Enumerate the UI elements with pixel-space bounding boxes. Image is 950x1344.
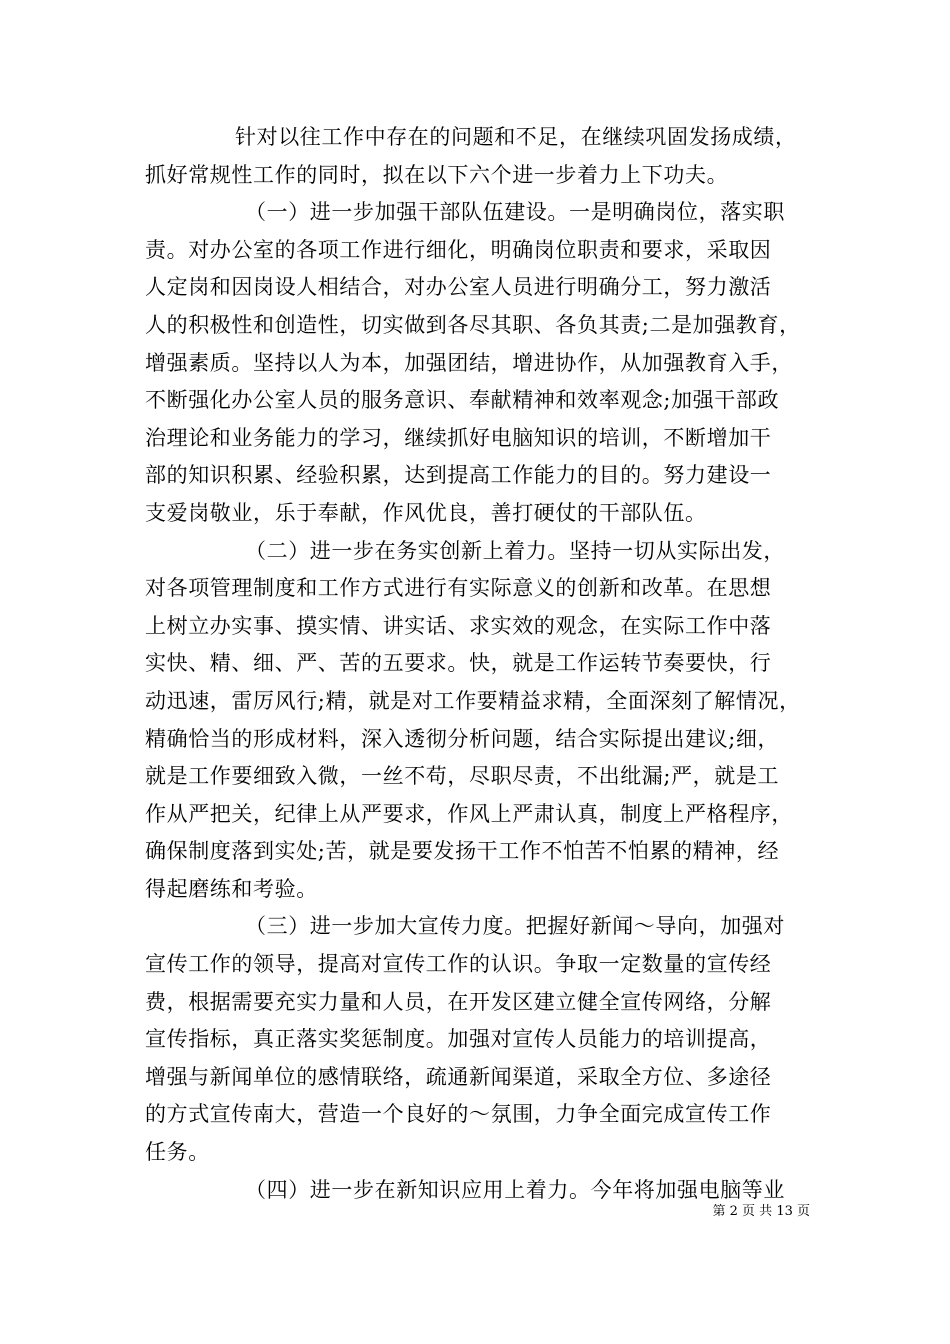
text-line: 的方式宣传南大，营造一个良好的～氛围，力争全面完成宣传工作 bbox=[145, 1102, 772, 1127]
text-line: 就是工作要细致入微，一丝不苟，尽职尽责，不出纰漏;严，就是工 bbox=[145, 764, 780, 789]
text-line: 动迅速，雷厉风行;精，就是对工作要精益求精，全面深刻了解情况， bbox=[145, 688, 801, 713]
text-line: （三）进一步加大宣传力度。把握好新闻～导向，加强对 bbox=[245, 914, 785, 939]
text-line: 宣传指标，真正落实奖惩制度。加强对宣传人员能力的培训提高， bbox=[145, 1027, 772, 1052]
text-line: 增强素质。坚持以人为本，加强团结，增进协作，从加强教育入手， bbox=[145, 350, 793, 375]
text-line: （一）进一步加强干部队伍建设。一是明确岗位，落实职 bbox=[245, 200, 785, 225]
paragraph bbox=[145, 194, 810, 532]
text-line: 确保制度落到实处;苦，就是要发扬干工作不怕苦不怕累的精神，经 bbox=[145, 839, 780, 864]
paragraph bbox=[145, 119, 810, 194]
text-line: 增强与新闻单位的感情联络，疏通新闻渠道，采取全方位、多途径 bbox=[145, 1064, 772, 1089]
text-line: 上树立办实事、摸实情、讲实话、求实效的观念，在实际工作中落 bbox=[145, 613, 772, 638]
text-line: 精确恰当的形成材料，深入透彻分析问题，结合实际提出建议;细， bbox=[145, 726, 780, 751]
text-line: 对各项管理制度和工作方式进行有实际意义的创新和改革。在思想 bbox=[145, 576, 772, 601]
text-line: 部的知识积累、经验积累，达到提高工作能力的目的。努力建设一 bbox=[145, 463, 772, 488]
text-line: 实快、精、细、严、苦的五要求。快，就是工作运转节奏要快，行 bbox=[145, 651, 772, 676]
text-line: 不断强化办公室人员的服务意识、奉献精神和效率观念;加强干部政 bbox=[145, 388, 780, 413]
text-line: 人的积极性和创造性，切实做到各尽其职、各负其责;二是加强教育， bbox=[145, 312, 801, 337]
text-line: 责。对办公室的各项工作进行细化，明确岗位职责和要求，采取因 bbox=[145, 237, 772, 262]
text-line: （二）进一步在务实创新上着力。坚持一切从实际出发， bbox=[245, 538, 785, 563]
text-line: 宣传工作的领导，提高对宣传工作的认识。争取一定数量的宣传经 bbox=[145, 952, 772, 977]
text-line: 治理论和业务能力的学习，继续抓好电脑知识的培训，不断增加干 bbox=[145, 425, 772, 450]
text-line: 费，根据需要充实力量和人员，在开发区建立健全宣传网络，分解 bbox=[145, 989, 772, 1014]
text-line: （四）进一步在新知识应用上着力。今年将加强电脑等业 bbox=[245, 1177, 785, 1202]
text-line: 人定岗和因岗设人相结合，对办公室人员进行明确分工，努力激活 bbox=[145, 275, 772, 300]
document-body bbox=[145, 119, 810, 1209]
paragraph bbox=[145, 533, 810, 909]
text-line: 抓好常规性工作的同时，拟在以下六个进一步着力上下功夫。 bbox=[145, 162, 729, 187]
text-line: 针对以往工作中存在的问题和不足，在继续巩固发扬成绩， bbox=[235, 125, 797, 149]
text-line: 任务。 bbox=[145, 1140, 210, 1165]
paragraph bbox=[145, 908, 810, 1171]
text-line: 作从严把关，纪律上从严要求，作风上严肃认真，制度上严格程序， bbox=[145, 801, 793, 826]
page-footer: 第 2 页 共 13 页 bbox=[712, 1204, 810, 1219]
text-line: 得起磨练和考验。 bbox=[145, 876, 318, 901]
text-line: 支爱岗敬业，乐于奉献，作风优良，善打硬仗的干部队伍。 bbox=[145, 500, 707, 525]
